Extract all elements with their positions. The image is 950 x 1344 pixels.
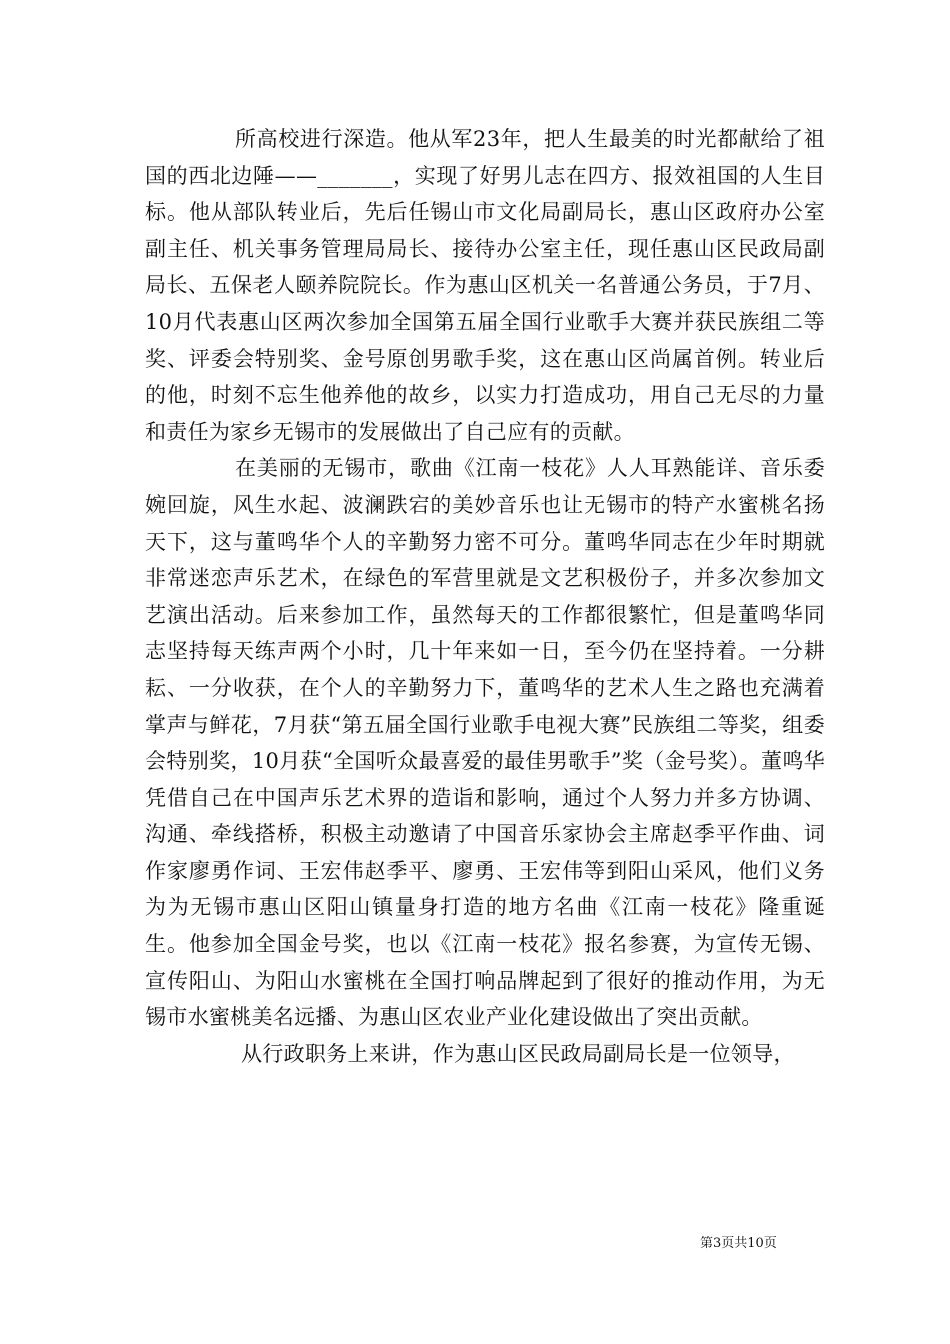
paragraph-1: 所高校进行深造。他从军23年，把人生最美的时光都献给了祖国的西北边陲——_______，实现了好男儿志在四方、报效祖国的人生目标。他从部队转业后，先后任锡山市文化局副局长，惠山区政府办公室副主任、机关事务管理局局长、接待办公室主任，现任惠山区民政局副局长、五保老人颐养院院长。作为惠山区机关一名普通公务员，于7月、10月代表惠山区两次参加全国第五届全国行业歌手大赛并获民族组二等奖、评委会特别奖、金号原创男歌手奖，这在惠山区尚属首例。转业后的他，时刻不忘生他养他的故乡，以实力打造成功，用自己无尽的力量和责任为家乡无锡市的发展做出了自己应有的贡献。 [145, 127, 825, 444]
page-number-footer: 第3页共10页 [700, 1236, 777, 1251]
document-body [145, 121, 825, 1072]
paragraph-2: 在美丽的无锡市，歌曲《江南一枝花》人人耳熟能详、音乐委婉回旋，风生水起、波澜跌宕的美妙音乐也让无锡市的特产水蜜桃名扬天下，这与董鸣华个人的辛勤努力密不可分。董鸣华同志在少年时期就非常迷恋声乐艺术，在绿色的军营里就是文艺积极份子，并多次参加文艺演出活动。后来参加工作，虽然每天的工作都很繁忙，但是董鸣华同志坚持每天练声两个小时，几十年来如一日，至今仍在坚持着。一分耕耘、一分收获，在个人的辛勤努力下，董鸣华的艺术人生之路也充满着掌声与鲜花，7月获“第五届全国行业歌手电视大赛”民族组二等奖，组委会特别奖，10月获“全国听众最喜爱的最佳男歌手”奖（金号奖）。董鸣华凭借自己在中国声乐艺术界的造诣和影响，通过个人努力并多方协调、沟通、牵线搭桥，积极主动邀请了中国音乐家协会主席赵季平作曲、词作家廖勇作词、王宏伟赵季平、廖勇、王宏伟等到阳山采风，他们义务为为无锡市惠山区阳山镇量身打造的地方名曲《江南一枝花》隆重诞生。他参加全国金号奖，也以《江南一枝花》报名参赛，为宣传无锡、宣传阳山、为阳山水蜜桃在全国打响品牌起到了很好的推动作用，为无锡市水蜜桃美名远播、为惠山区农业产业化建设做出了突出贡献。 [145, 456, 825, 1030]
paragraph-3: 从行政职务上来讲，作为惠山区民政局副局长是一位领导， [241, 1041, 795, 1066]
